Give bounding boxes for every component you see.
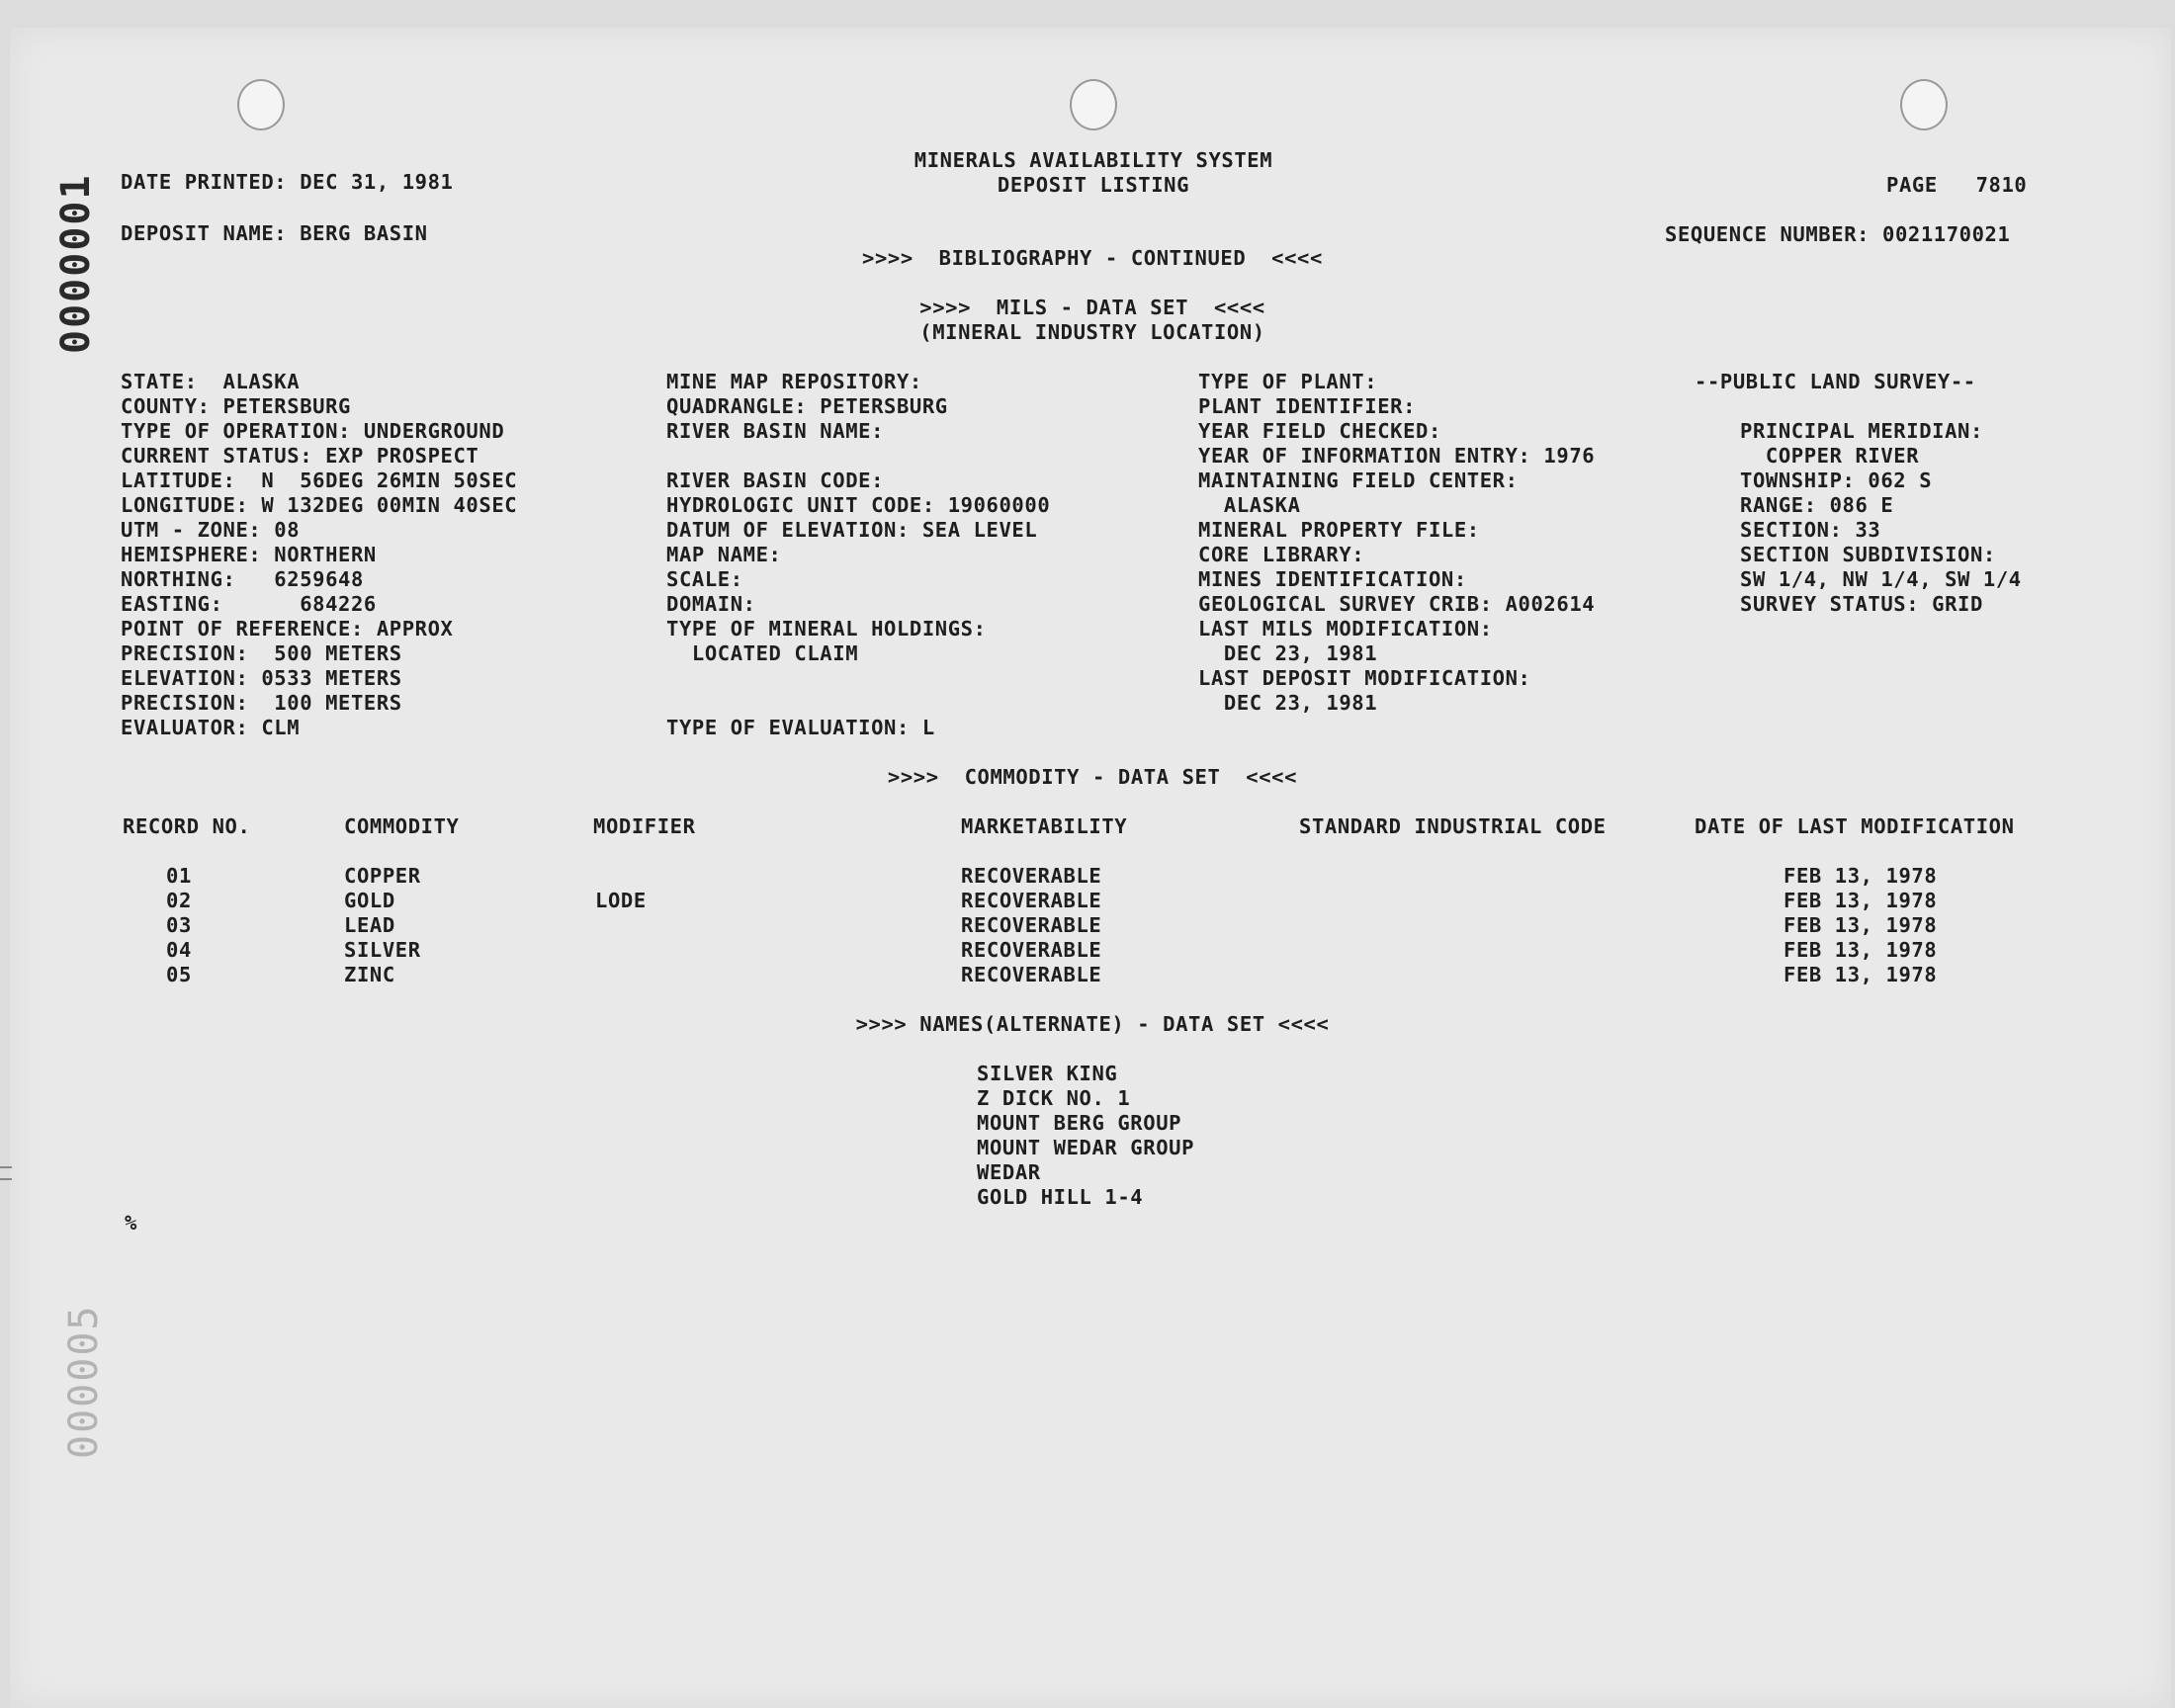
commodity-heading: >>>> COMMODITY - DATA SET <<<< [887,765,1298,789]
punch-hole-center [1070,79,1117,130]
mils-field: COUNTY: PETERSBURG [121,394,351,418]
sheet-edge-mark [0,1178,12,1180]
mils-field: ALASKA [1198,493,1301,517]
mils-field: SCALE: [666,567,743,591]
mils-field: PRECISION: 500 METERS [121,641,402,665]
system-title: MINERALS AVAILABILITY SYSTEM [914,148,1273,172]
frame-number-stamp-faint: 000005 [61,1304,107,1459]
punch-hole-left [237,79,285,130]
mils-field: PLANT IDENTIFIER: [1198,394,1417,418]
survey-field: COPPER RIVER [1740,444,1920,468]
sheet-edge-mark [0,1166,12,1168]
mils-field: LAST MILS MODIFICATION: [1198,617,1493,640]
survey-field: SECTION SUBDIVISION: [1740,543,1996,566]
column-header-sic: STANDARD INDUSTRIAL CODE [1299,814,1607,838]
cell-record: 05 [166,963,192,986]
list-item: MOUNT BERG GROUP [977,1111,1182,1135]
list-item: SILVER KING [977,1062,1118,1085]
cell-record: 04 [166,938,192,962]
cell-commodity: LEAD [344,913,395,937]
column-header-record: RECORD NO. [123,814,251,838]
mils-field: ELEVATION: 0533 METERS [121,666,402,690]
mils-heading: >>>> MILS - DATA SET <<<< [919,296,1265,319]
cell-record: 02 [166,889,192,912]
cell-marketability: RECOVERABLE [961,963,1102,986]
list-item: Z DICK NO. 1 [977,1086,1131,1110]
survey-field: SURVEY STATUS: GRID [1740,592,1983,616]
cell-modifier: LODE [595,889,647,912]
mils-field: HEMISPHERE: NORTHERN [121,543,377,566]
punch-hole-right [1900,79,1948,130]
mils-field: MAP NAME: [666,543,782,566]
cell-commodity: ZINC [344,963,395,986]
mils-field: LONGITUDE: W 132DEG 00MIN 40SEC [121,493,518,517]
sequence-number: SEQUENCE NUMBER: 0021170021 [1665,222,2011,246]
cell-record: 03 [166,913,192,937]
mils-field: MINERAL PROPERTY FILE: [1198,518,1480,542]
mils-field: POINT OF REFERENCE: APPROX [121,617,454,640]
mils-field: DOMAIN: [666,592,756,616]
end-of-record-mark: % [125,1211,137,1235]
mils-field: TYPE OF EVALUATION: L [666,716,935,739]
mils-field: PRECISION: 100 METERS [121,691,402,715]
mils-field: UTM - ZONE: 08 [121,518,301,542]
cell-marketability: RECOVERABLE [961,864,1102,888]
mils-field: DEC 23, 1981 [1198,641,1378,665]
frame-number-stamp: 0000001 [53,173,99,354]
mils-field: RIVER BASIN CODE: [666,469,885,492]
cell-commodity: SILVER [344,938,421,962]
cell-record: 01 [166,864,192,888]
cell-marketability: RECOVERABLE [961,889,1102,912]
mils-field: GEOLOGICAL SURVEY CRIB: A002614 [1198,592,1596,616]
mils-field: MINE MAP REPOSITORY: [666,370,922,393]
survey-field: SECTION: 33 [1740,518,1881,542]
column-header-date: DATE OF LAST MODIFICATION [1695,814,2015,838]
listing-title: DEPOSIT LISTING [997,173,1190,197]
column-header-modifier: MODIFIER [593,814,696,838]
cell-date: FEB 13, 1978 [1784,963,1938,986]
mils-field: MINES IDENTIFICATION: [1198,567,1467,591]
names-heading: >>>> NAMES(ALTERNATE) - DATA SET <<<< [855,1012,1330,1036]
mils-field: YEAR OF INFORMATION ENTRY: 1976 [1198,444,1596,468]
mils-field: DEC 23, 1981 [1198,691,1378,715]
mils-field: HYDROLOGIC UNIT CODE: 19060000 [666,493,1051,517]
mils-field: TYPE OF OPERATION: UNDERGROUND [121,419,505,443]
mils-field: TYPE OF PLANT: [1198,370,1378,393]
cell-date: FEB 13, 1978 [1784,889,1938,912]
mils-field: LAST DEPOSIT MODIFICATION: [1198,666,1531,690]
mils-field: MAINTAINING FIELD CENTER: [1198,469,1519,492]
cell-date: FEB 13, 1978 [1784,864,1938,888]
cell-marketability: RECOVERABLE [961,938,1102,962]
list-item: GOLD HILL 1-4 [977,1185,1144,1209]
mils-field: EVALUATOR: CLM [121,716,301,739]
mils-field: STATE: ALASKA [121,370,301,393]
page-number: PAGE 7810 [1886,173,2028,197]
mils-field: CURRENT STATUS: EXP PROSPECT [121,444,479,468]
public-land-survey-title: --PUBLIC LAND SURVEY-- [1695,370,1976,393]
bibliography-heading: >>>> BIBLIOGRAPHY - CONTINUED <<<< [862,246,1323,270]
mils-field: RIVER BASIN NAME: [666,419,885,443]
cell-commodity: GOLD [344,889,395,912]
survey-field: SW 1/4, NW 1/4, SW 1/4 [1740,567,2022,591]
cell-date: FEB 13, 1978 [1784,913,1938,937]
mils-subheading: (MINERAL INDUSTRY LOCATION) [919,320,1265,344]
date-printed: DATE PRINTED: DEC 31, 1981 [121,170,454,194]
mils-field: DATUM OF ELEVATION: SEA LEVEL [666,518,1038,542]
cell-commodity: COPPER [344,864,421,888]
survey-field: RANGE: 086 E [1740,493,1894,517]
column-header-marketability: MARKETABILITY [961,814,1128,838]
cell-marketability: RECOVERABLE [961,913,1102,937]
column-header-commodity: COMMODITY [344,814,460,838]
mils-field: NORTHING: 6259648 [121,567,364,591]
mils-field: CORE LIBRARY: [1198,543,1365,566]
list-item: WEDAR [977,1160,1041,1184]
cell-date: FEB 13, 1978 [1784,938,1938,962]
list-item: MOUNT WEDAR GROUP [977,1136,1195,1159]
mils-field: LOCATED CLAIM [666,641,859,665]
deposit-name: DEPOSIT NAME: BERG BASIN [121,221,428,245]
survey-field: PRINCIPAL MERIDIAN: [1740,419,1983,443]
mils-field: TYPE OF MINERAL HOLDINGS: [666,617,987,640]
mils-field: LATITUDE: N 56DEG 26MIN 50SEC [121,469,518,492]
survey-field: TOWNSHIP: 062 S [1740,469,1933,492]
mils-field: QUADRANGLE: PETERSBURG [666,394,948,418]
mils-field: EASTING: 684226 [121,592,377,616]
mils-field: YEAR FIELD CHECKED: [1198,419,1441,443]
